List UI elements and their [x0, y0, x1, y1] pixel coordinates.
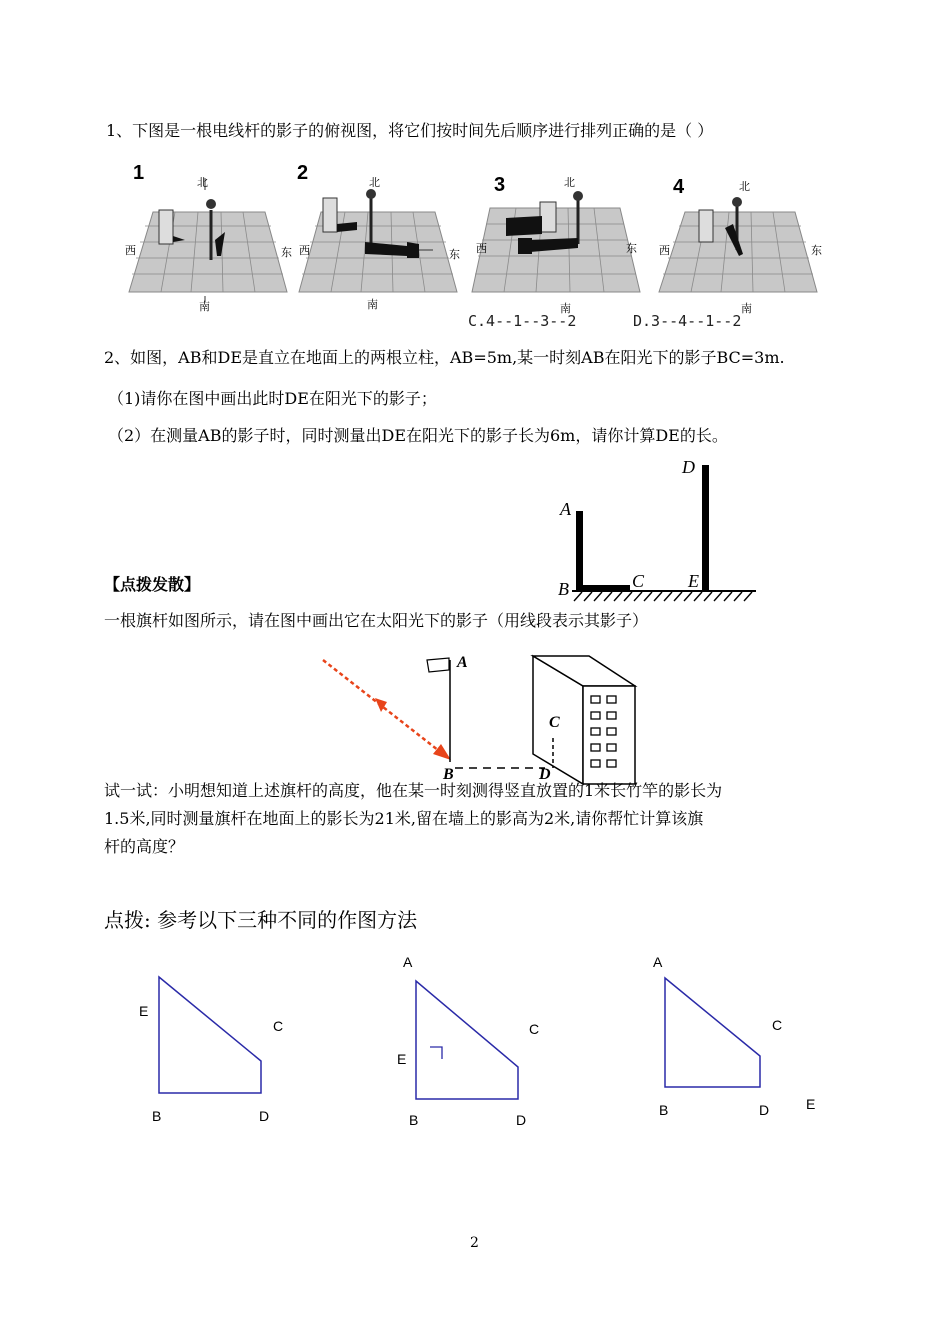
fig2-label-d: D: [516, 1112, 527, 1128]
label-d: D: [682, 457, 695, 477]
flag-label-b: B: [443, 766, 454, 783]
shadow-panel-2: [295, 160, 463, 320]
fig2-label-e: E: [397, 1051, 407, 1067]
q2-text: 2、如图，AB和DE是直立在地面上的两根立柱，AB=5m,某一时刻AB在阳光下的影子BC=3m.: [104, 348, 785, 367]
flagpole-drawing: [315, 650, 645, 786]
south-label: 南: [367, 298, 378, 311]
fig2-label-a: A: [403, 954, 413, 970]
posts-drawing: [550, 455, 770, 610]
try-line-1: 试一试：小明想知道上述旗杆的高度，他在某一时刻测得竖直放置的1米长竹竿的影长为: [104, 781, 723, 800]
north-label: 北: [197, 176, 208, 189]
flag-label-a: A: [457, 654, 468, 671]
shadow-panel-4: [655, 160, 825, 320]
fig1-label-d: D: [259, 1108, 270, 1124]
north-label: 北: [739, 180, 750, 193]
fig3-label-d: D: [759, 1102, 770, 1118]
panel-number: 3: [494, 174, 506, 196]
method-figure-1: [150, 970, 270, 1102]
west-label: 西: [125, 244, 136, 257]
page-number: 2: [470, 1235, 479, 1251]
south-label: 南: [199, 300, 210, 313]
fig3-label-e: E: [806, 1096, 816, 1112]
panel-3-illustration: [470, 160, 642, 320]
try-line-2: 1.5米,同时测量旗杆在地面上的影长为21米,留在墙上的影高为2米,请你帮忙计算该旗: [104, 809, 704, 828]
fig3-label-c: C: [772, 1017, 783, 1033]
label-c: C: [632, 571, 645, 591]
method-figure-3: [658, 972, 770, 1096]
shadow-panel-1: [125, 160, 293, 320]
west-label: 西: [299, 244, 310, 257]
west-label: 西: [659, 244, 670, 257]
label-b: B: [558, 579, 569, 599]
shadow-panel-3: [470, 160, 642, 320]
east-label: 东: [811, 244, 822, 257]
panel-number: 1: [133, 162, 145, 184]
north-label: 北: [369, 176, 380, 189]
panel-number: 2: [297, 162, 309, 184]
hint-text: 一根旗杆如图所示，请在图中画出它在太阳光下的影子（用线段表示其影子）: [104, 611, 649, 630]
fig1-label-c: C: [273, 1018, 284, 1034]
north-label: 北: [564, 176, 575, 189]
label-a: A: [560, 499, 571, 519]
east-label: 东: [626, 242, 637, 255]
flag-label-d: D: [539, 766, 551, 783]
two-posts-figure: [550, 455, 770, 610]
fig3-label-b: B: [659, 1102, 669, 1118]
fig2-label-c: C: [529, 1021, 540, 1037]
method-figure-2: [408, 975, 528, 1107]
flagpole-building-figure: [315, 650, 645, 786]
panel-1-illustration: [125, 160, 293, 320]
fig1-label-e: E: [139, 1003, 149, 1019]
methods-heading: 点拨: 参考以下三种不同的作图方法: [104, 908, 418, 932]
flag-label-c: C: [549, 714, 560, 731]
q2-part1: （1)请你在图中画出此时DE在阳光下的影子；: [108, 389, 437, 408]
east-label: 东: [281, 246, 292, 259]
south-label: 南: [560, 302, 571, 315]
label-e: E: [688, 571, 699, 591]
west-label: 西: [476, 242, 487, 255]
q1-text: 1、下图是一根电线杆的影子的俯视图，将它们按时间先后顺序进行排列正确的是（ ）: [106, 121, 714, 140]
fig3-label-a: A: [653, 954, 663, 970]
panel-number: 4: [673, 176, 685, 198]
south-label: 南: [741, 302, 752, 315]
try-line-3: 杆的高度？: [104, 837, 185, 856]
option-c: C.4--1--3--2: [468, 312, 577, 330]
option-d: D.3--4--1--2: [633, 312, 742, 330]
east-label: 东: [449, 248, 460, 261]
fig2-label-b: B: [409, 1112, 419, 1128]
hint-heading: 【点拨发散】: [104, 575, 201, 594]
q2-part2: （2）在测量AB的影子时，同时测量出DE在阳光下的影子长为6m，请你计算DE的长。: [108, 426, 728, 445]
fig1-label-b: B: [152, 1108, 162, 1124]
